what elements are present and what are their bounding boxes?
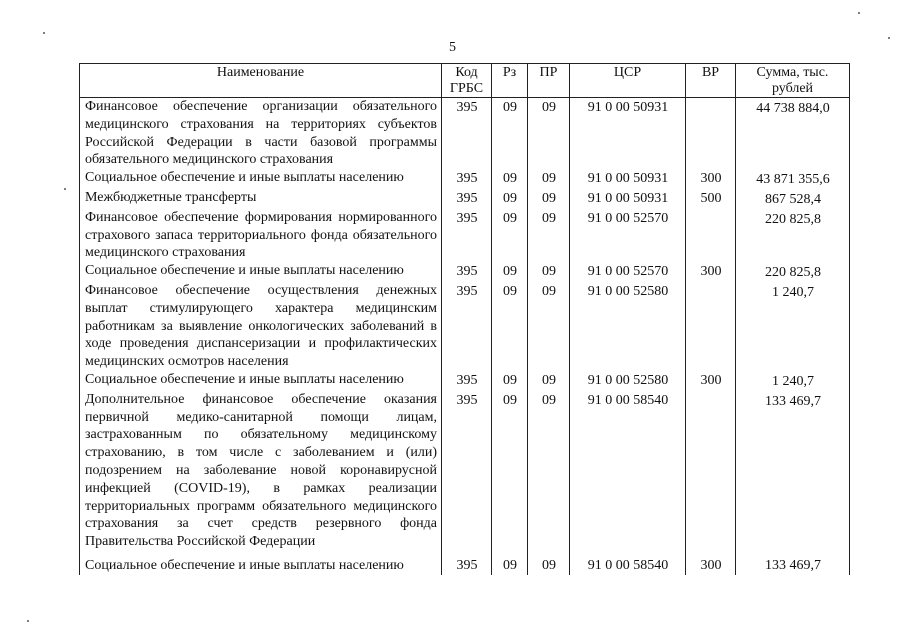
table-row [80, 98, 850, 170]
row-pr: 09 [528, 262, 570, 282]
row-name: Социальное обеспечение и иные выплаты населению [80, 371, 442, 391]
row-sum: 220 825,8 [736, 209, 850, 262]
row-name: Финансовое обеспечение организации обязательного медицинского страхования на территориях субъектов Российской Федерации в части базовой программы обязательного медицинского страхования [80, 98, 442, 170]
row-csr: 91 0 00 52570 [570, 262, 686, 282]
row-csr: 91 0 00 50931 [570, 189, 686, 209]
row-vr: 300 [686, 169, 736, 189]
row-sum: 133 469,7 [736, 551, 850, 575]
row-vr: 300 [686, 551, 736, 575]
row-csr: 91 0 00 58540 [570, 551, 686, 575]
row-name: Финансовое обеспечение осуществления денежных выплат стимулирующего характера медицинским работникам за выявление онкологических заболеваний в ходе проведения диспансеризации и профилактических медицинских осмотров населения [80, 282, 442, 371]
header-vr: ВР [686, 64, 736, 98]
row-sum: 1 240,7 [736, 371, 850, 391]
page-number: 5 [449, 40, 456, 55]
row-csr: 91 0 00 52580 [570, 282, 686, 371]
row-vr: 300 [686, 262, 736, 282]
row-pr: 09 [528, 189, 570, 209]
row-vr [686, 391, 736, 551]
table-row [80, 169, 850, 189]
row-csr: 91 0 00 58540 [570, 391, 686, 551]
row-sum: 1 240,7 [736, 282, 850, 371]
table-row [80, 371, 850, 391]
row-pr: 09 [528, 551, 570, 575]
table-row [80, 282, 850, 371]
header-name: Наименование [80, 64, 442, 98]
row-sum: 43 871 355,6 [736, 169, 850, 189]
header-grbs: Код ГРБС [442, 64, 492, 98]
row-rz: 09 [492, 262, 528, 282]
row-name: Социальное обеспечение и иные выплаты населению [80, 551, 442, 575]
row-name: Социальное обеспечение и иные выплаты населению [80, 169, 442, 189]
row-rz: 09 [492, 189, 528, 209]
row-grbs: 395 [442, 391, 492, 551]
row-vr [686, 282, 736, 371]
row-sum: 220 825,8 [736, 262, 850, 282]
row-csr: 91 0 00 50931 [570, 98, 686, 170]
row-vr [686, 209, 736, 262]
row-rz: 09 [492, 371, 528, 391]
table-row [80, 209, 850, 262]
row-rz: 09 [492, 169, 528, 189]
header-pr: ПР [528, 64, 570, 98]
row-grbs: 395 [442, 169, 492, 189]
table-row [80, 551, 850, 575]
row-pr: 09 [528, 391, 570, 551]
row-pr: 09 [528, 371, 570, 391]
row-vr: 500 [686, 189, 736, 209]
scan-speck [64, 188, 66, 190]
table-row [80, 189, 850, 209]
scan-speck [888, 37, 890, 39]
row-grbs: 395 [442, 98, 492, 170]
row-grbs: 395 [442, 282, 492, 371]
row-name: Межбюджетные трансферты [80, 189, 442, 209]
row-pr: 09 [528, 169, 570, 189]
row-grbs: 395 [442, 209, 492, 262]
row-name: Социальное обеспечение и иные выплаты населению [80, 262, 442, 282]
row-rz: 09 [492, 551, 528, 575]
scan-speck [27, 620, 29, 622]
row-grbs: 395 [442, 551, 492, 575]
row-sum: 867 528,4 [736, 189, 850, 209]
scan-speck [43, 32, 45, 34]
row-rz: 09 [492, 282, 528, 371]
header-sum: Сумма, тыс. рублей [736, 64, 850, 98]
row-csr: 91 0 00 50931 [570, 169, 686, 189]
row-rz: 09 [492, 98, 528, 170]
row-csr: 91 0 00 52580 [570, 371, 686, 391]
row-vr [686, 98, 736, 170]
budget-table [79, 63, 850, 575]
row-vr: 300 [686, 371, 736, 391]
table-row [80, 262, 850, 282]
header-rz: Рз [492, 64, 528, 98]
row-name: Финансовое обеспечение формирования нормированного страхового запаса территориального фонда обязательного медицинского страхования [80, 209, 442, 262]
row-rz: 09 [492, 391, 528, 551]
row-pr: 09 [528, 209, 570, 262]
header-csr: ЦСР [570, 64, 686, 98]
row-grbs: 395 [442, 262, 492, 282]
row-grbs: 395 [442, 371, 492, 391]
scan-speck [858, 12, 860, 14]
row-sum: 133 469,7 [736, 391, 850, 551]
row-rz: 09 [492, 209, 528, 262]
table-row [80, 391, 850, 551]
row-sum: 44 738 884,0 [736, 98, 850, 170]
row-grbs: 395 [442, 189, 492, 209]
row-name: Дополнительное финансовое обеспечение оказания первичной медико-санитарной помощи лицам, застрахованным по обязательному медицинскому страхованию, в том числе с заболеванием и (или) подозрением на заболевание новой коронавирусной инфекцией (COVID-19), в рамках реализации территориальных программ обязательного медицинского страхования за счет средств резервного фонда Правительства Российской Федерации [80, 391, 442, 551]
row-csr: 91 0 00 52570 [570, 209, 686, 262]
table-header-row [80, 64, 850, 98]
row-pr: 09 [528, 282, 570, 371]
row-pr: 09 [528, 98, 570, 170]
